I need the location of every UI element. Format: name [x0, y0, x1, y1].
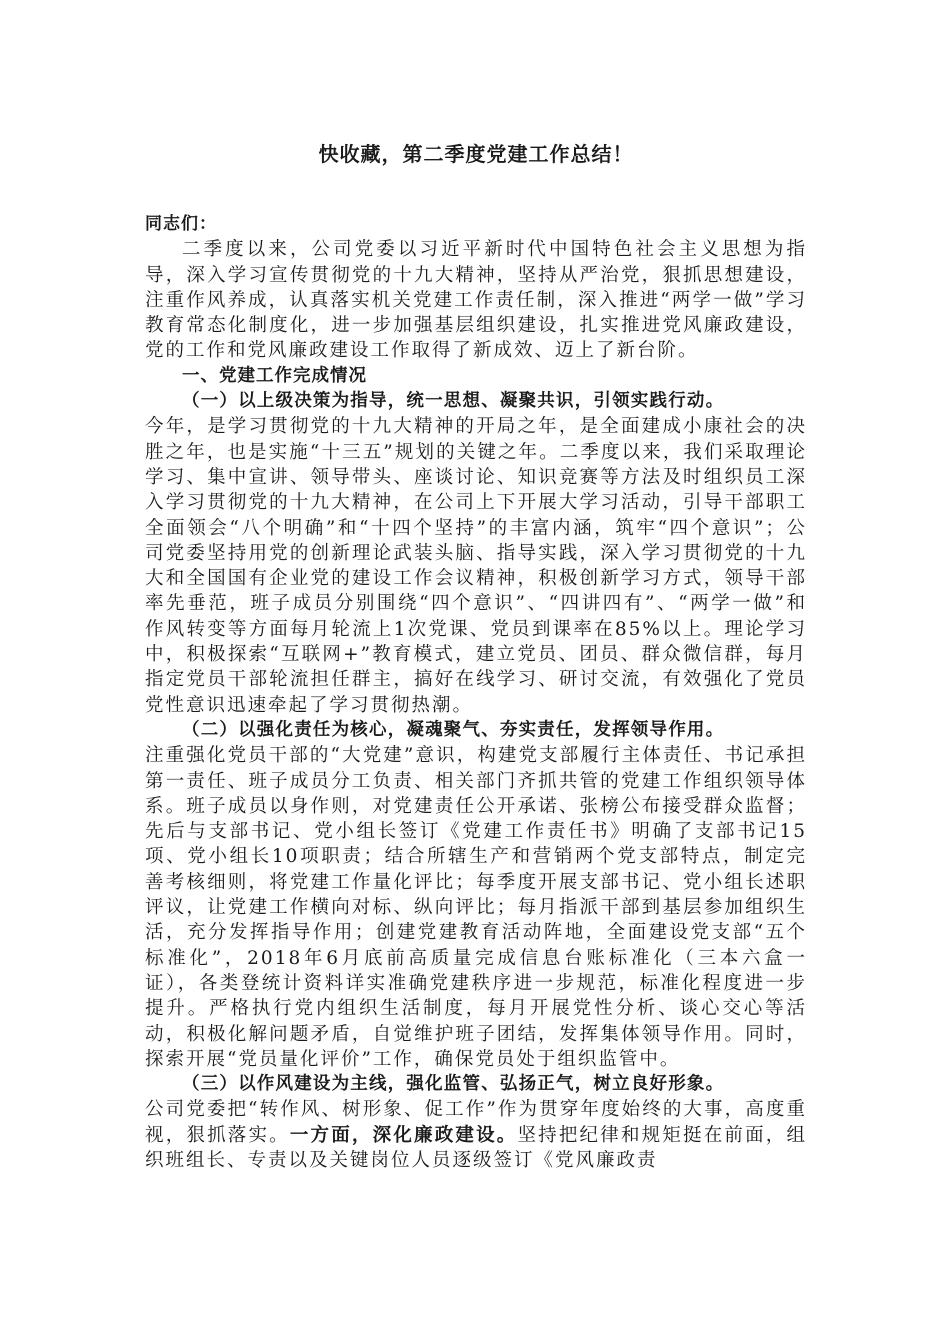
document-title: 快收藏，第二季度党建工作总结！ — [318, 142, 634, 166]
subsection-heading-2: （二）以强化责任为核心，凝魂聚气、夯实责任，发挥领导作用。 — [182, 719, 725, 740]
subsection-body-2: 注重强化党员干部的“大党建”意识，构建党支部履行主体责任、书记承担第一责任、班子成员分工负责、相关部门齐抓共管的党建工作组织领导体系。班子成员以身作则，对党建责任公开承诺、张榜公布接受群众监督；先后与支部书记、党小组长签订《党建工作责任书》明确了支部书记15项、党小组长10项职责；结合所辖生产和营销两个党支部特点，制定完善考核细则，将党建工作量化评比；每季度开展支部书记、党小组长述职评议，让党建工作横向对标、纵向评比；每月指派干部到基层参加组织生活，充分发挥指导作用；创建党建教育活动阵地，全面建设党支部“五个标准化”，2018年6月底前高质量完成信息台账标准化（三本六盒一证），各类登统计资料详实准确党建秩序进一步规范，标准化程度进一步提升。严格执行党内组织生活制度，每月开展党性分析、谈心交心等活动，积极化解问题矛盾，自觉维护班子团结，发挥集体领导作用。同时，探索开展“党员量化评价”工作，确保党员处于组织监管中。 — [145, 745, 807, 1070]
document-page — [145, 130, 807, 1173]
subsection-body-3 — [145, 1097, 807, 1173]
body-text-rest: 坚持把纪律和规矩挺在前面，组织班组长、专责以及关键岗位人员逐级签订《党风廉政责 — [145, 1124, 807, 1171]
intro-paragraph: 二季度以来，公司党委以习近平新时代中国特色社会主义思想为指导，深入学习宣传贯彻党的十九大精神，坚持从严治党，狠抓思想建设，注重作风养成，认真落实机关党建工作责任制，深入推进“两学一做”学习教育常态化制度化，进一步加强基层组织建设，扎实推进党风廉政建设，党的工作和党风廉政建设工作取得了新成效、迈上了新台阶。 — [145, 239, 807, 362]
subsection-heading-1: （一）以上级决策为指导，统一思想、凝聚共识，引领实践行动。 — [182, 391, 725, 412]
subsection-body-1: 今年，是学习贯彻党的十九大精神的开局之年，是全面建成小康社会的决胜之年，也是实施“十三五”规划的关键之年。二季度以来，我们采取理论学习、集中宣讲、领导带头、座谈讨论、知识竞赛等方法及时组织员工深入学习贯彻党的十九大精神，在公司上下开展大学习活动，引导干部职工全面领会“八个明确”和“十四个坚持”的丰富内涵，筑牢“四个意识”；公司党委坚持用党的创新理论武装头脑、指导实践，深入学习贯彻党的十九大和全国国有企业党的建设工作会议精神，积极创新学习方式，领导干部率先垂范，班子成员分别围绕“四个意识”、“四讲四有”、“两学一做”和作风转变等方面每月轮流上1次党课、党员到课率在85%以上。理论学习中，积极探索“互联网+”教育模式，建立党员、团员、群众微信群，每月指定党员干部轮流担任群主，搞好在线学习、研讨交流，有效强化了党员党性意识迅速牵起了学习贯彻热潮。 — [145, 416, 807, 716]
body-text-start: 公司党委把“转作风、树形象、促工作”作为贯穿年度始终的大事，高度重视，狠抓落实。 — [145, 1099, 807, 1146]
bold-phrase: 一方面，深化廉政建设。 — [289, 1124, 518, 1146]
subsection-heading-3: （三）以作风建设为主线，强化监管、弘扬正气，树立良好形象。 — [182, 1074, 725, 1095]
salutation: 同志们： — [145, 214, 217, 234]
section-heading-1: 一、党建工作完成情况 — [182, 365, 367, 386]
